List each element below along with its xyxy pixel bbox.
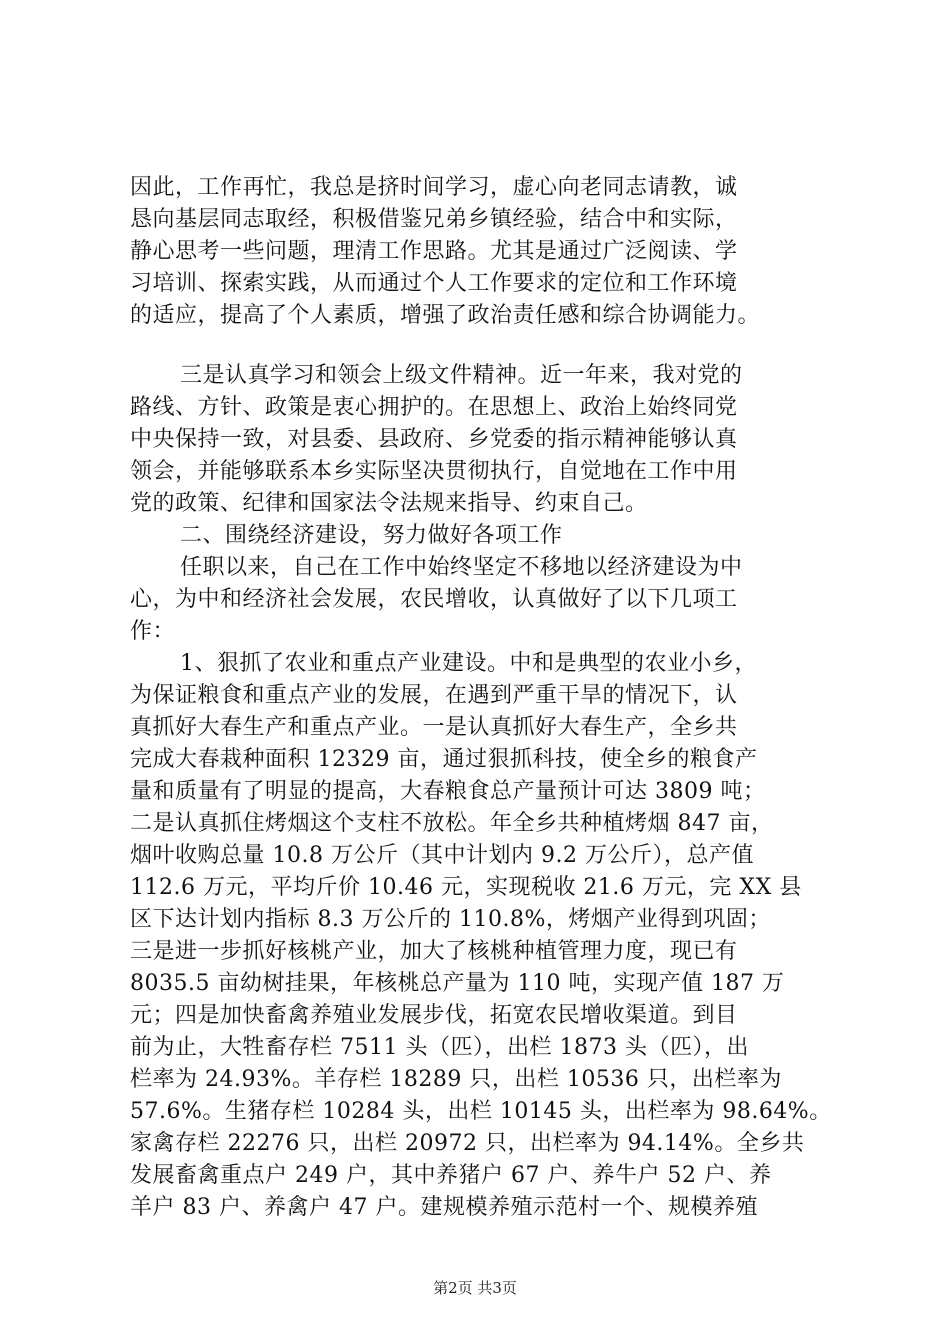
paragraph-line: 发展畜禽重点户 249 户，其中养猪户 67 户、养牛户 52 户、养 [130,1163,772,1188]
paragraph-line: 心，为中和经济社会发展，农民增收，认真做好了以下几项工 [130,587,738,612]
paragraph-line: 二是认真抓住烤烟这个支柱不放松。年全乡共种植烤烟 847 亩， [130,811,774,836]
paragraph-line: 112.6 万元，平均斤价 10.46 元，实现税收 21.6 万元，完 XX 县 [130,875,802,900]
paragraph-line: 习培训、探索实践，从而通过个人工作要求的定位和工作环境 [130,271,738,296]
paragraph-line: 羊户 83 户、养禽户 47 户。建规模养殖示范村一个、规模养殖 [130,1195,758,1220]
paragraph-line: 栏率为 24.93%。羊存栏 18289 只，出栏 10536 只，出栏率为 [130,1067,782,1092]
paragraph-line: 恳向基层同志取经，积极借鉴兄弟乡镇经验，结合中和实际， [130,207,738,232]
paragraph-line: 三是进一步抓好核桃产业，加大了核桃种植管理力度，现已有 [130,939,738,964]
paragraph-line: 前为止，大牲畜存栏 7511 头（匹），出栏 1873 头（匹），出 [130,1035,749,1060]
paragraph-line: 因此，工作再忙，我总是挤时间学习，虚心向老同志请教，诚 [130,175,738,200]
paragraph-line: 为保证粮食和重点产业的发展，在遇到严重干旱的情况下，认 [130,683,738,708]
paragraph-line: 元；四是加快畜禽养殖业发展步伐，拓宽农民增收渠道。到目 [130,1003,738,1028]
paragraph-line: 路线、方针、政策是衷心拥护的。在思想上、政治上始终同党 [130,395,738,420]
paragraph-line: 的适应，提高了个人素质，增强了政治责任感和综合协调能力。 [130,303,761,328]
paragraph-line: 1、狠抓了农业和重点产业建设。中和是典型的农业小乡， [180,651,757,676]
paragraph-line: 57.6%。生猪存栏 10284 头，出栏 10145 头，出栏率为 98.64%。 [130,1099,832,1124]
paragraph-line: 家禽存栏 22276 只，出栏 20972 只，出栏率为 94.14%。全乡共 [130,1131,805,1156]
paragraph-line: 量和质量有了明显的提高，大春粮食总产量预计可达 3809 吨； [130,779,766,804]
paragraph-line: 党的政策、纪律和国家法令法规来指导、约束自己。 [130,491,648,516]
paragraph-line: 任职以来，自己在工作中始终坚定不移地以经济建设为中 [180,555,743,580]
paragraph-line: 作： [130,619,176,644]
paragraph-line: 领会，并能够联系本乡实际坚决贯彻执行，自觉地在工作中用 [130,459,738,484]
paragraph-line: 三是认真学习和领会上级文件精神。近一年来，我对党的 [180,363,743,388]
paragraph-line: 静心思考一些问题，理清工作思路。尤其是通过广泛阅读、学 [130,239,738,264]
paragraph-line: 8035.5 亩幼树挂果，年核桃总产量为 110 吨，实现产值 187 万 [130,971,785,996]
paragraph-line: 区下达计划内指标 8.3 万公斤的 110.8%，烤烟产业得到巩固； [130,907,771,932]
paragraph-line: 完成大春栽种面积 12329 亩，通过狠抓科技，使全乡的粮食产 [130,747,758,772]
page-number-footer: 第2页 共3页 [433,1279,517,1297]
paragraph-line: 中央保持一致，对县委、县政府、乡党委的指示精神能够认真 [130,427,738,452]
paragraph-line: 烟叶收购总量 10.8 万公斤（其中计划内 9.2 万公斤），总产值 [130,843,754,868]
paragraph-line: 真抓好大春生产和重点产业。一是认真抓好大春生产，全乡共 [130,715,738,740]
section-heading: 二、围绕经济建设，努力做好各项工作 [180,523,563,548]
